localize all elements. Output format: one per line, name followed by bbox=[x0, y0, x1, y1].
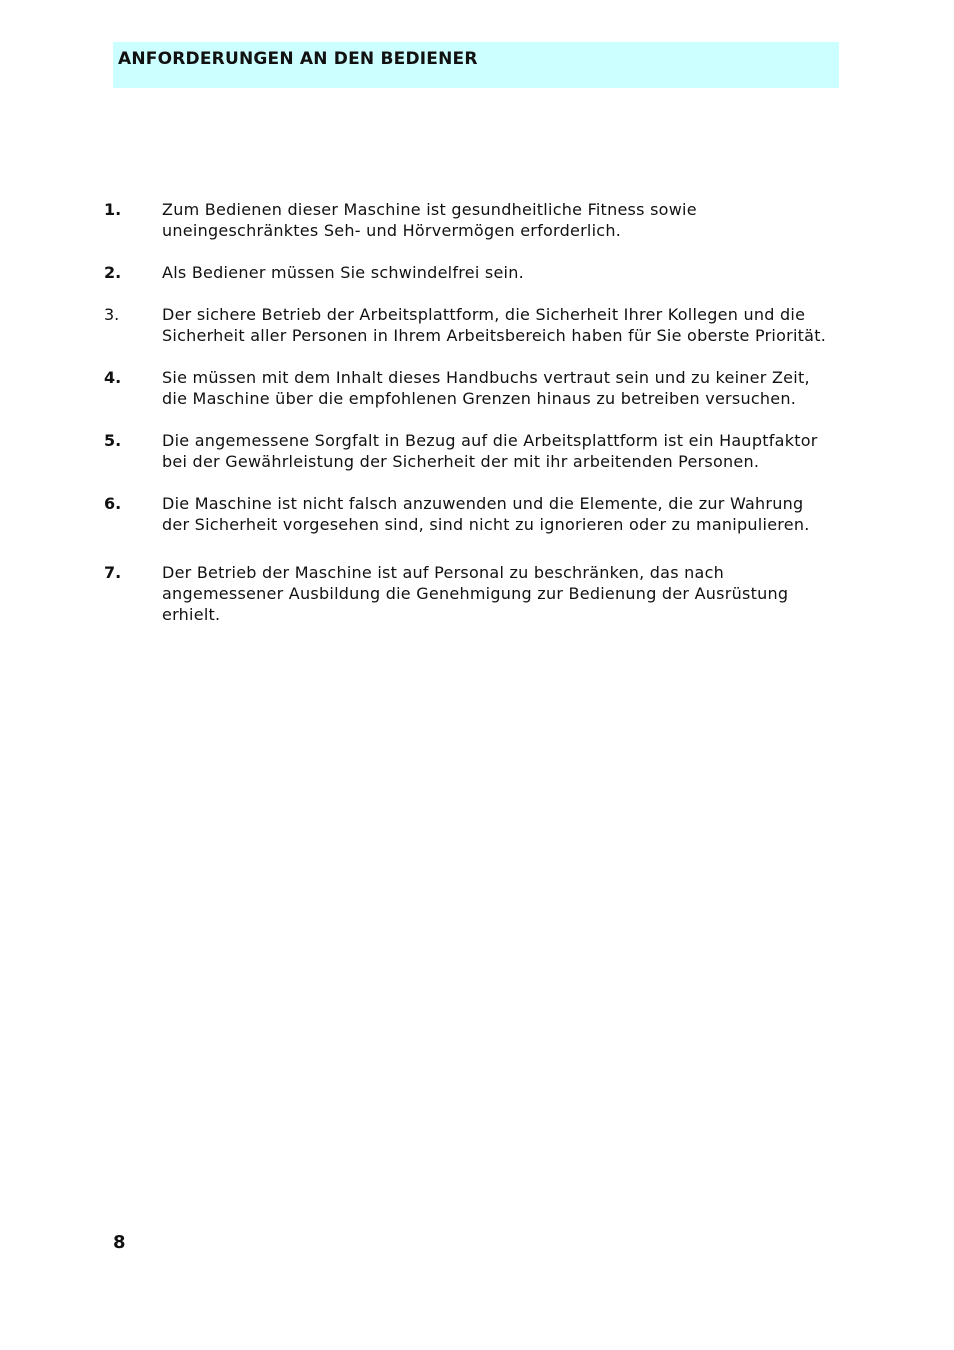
list-item bbox=[104, 304, 834, 346]
item-text: Die Maschine ist nicht falsch anzuwenden und die Elemente, die zur Wahrung der Sicherheit vorgesehen sind, sind nicht zu ignorieren oder zu manipulieren. bbox=[162, 494, 810, 534]
item-text: Der Betrieb der Maschine ist auf Personal zu beschränken, das nach angemessener Ausbildung die Genehmigung zur Bedienung der Ausrüstung erhielt. bbox=[162, 563, 789, 624]
item-number: 6. bbox=[104, 494, 122, 513]
item-text: Der sichere Betrieb der Arbeitsplattform, die Sicherheit Ihrer Kollegen und die Sicherheit aller Personen in Ihrem Arbeitsbereich haben für Sie oberste Priorität. bbox=[162, 305, 827, 345]
item-number: 7. bbox=[104, 563, 122, 582]
item-text: Die angemessene Sorgfalt in Bezug auf die Arbeitsplattform ist ein Hauptfaktor bei der Gewährleistung der Sicherheit der mit ihr arbeitenden Personen. bbox=[162, 431, 818, 471]
list-item bbox=[104, 199, 834, 241]
list-item bbox=[104, 430, 834, 472]
item-number: 3. bbox=[104, 305, 120, 324]
section-title: ANFORDERUNGEN AN DEN BEDIENER bbox=[118, 49, 478, 69]
list-item bbox=[104, 493, 834, 535]
item-text: Sie müssen mit dem Inhalt dieses Handbuchs vertraut sein und zu keiner Zeit, die Maschine über die empfohlenen Grenzen hinaus zu betreiben versuchen. bbox=[162, 368, 810, 408]
list-item bbox=[104, 367, 834, 409]
list-item bbox=[104, 262, 834, 283]
list-item bbox=[104, 562, 834, 625]
page-number: 8 bbox=[113, 1232, 126, 1253]
section-header bbox=[113, 42, 839, 88]
item-text: Zum Bedienen dieser Maschine ist gesundheitliche Fitness sowie uneingeschränktes Seh- und Hörvermögen erforderlich. bbox=[162, 200, 697, 240]
item-number: 1. bbox=[104, 200, 122, 219]
item-number: 2. bbox=[104, 263, 122, 282]
item-number: 4. bbox=[104, 368, 122, 387]
item-number: 5. bbox=[104, 431, 122, 450]
requirements-list bbox=[104, 199, 834, 646]
item-text: Als Bediener müssen Sie schwindelfrei sein. bbox=[162, 263, 524, 282]
